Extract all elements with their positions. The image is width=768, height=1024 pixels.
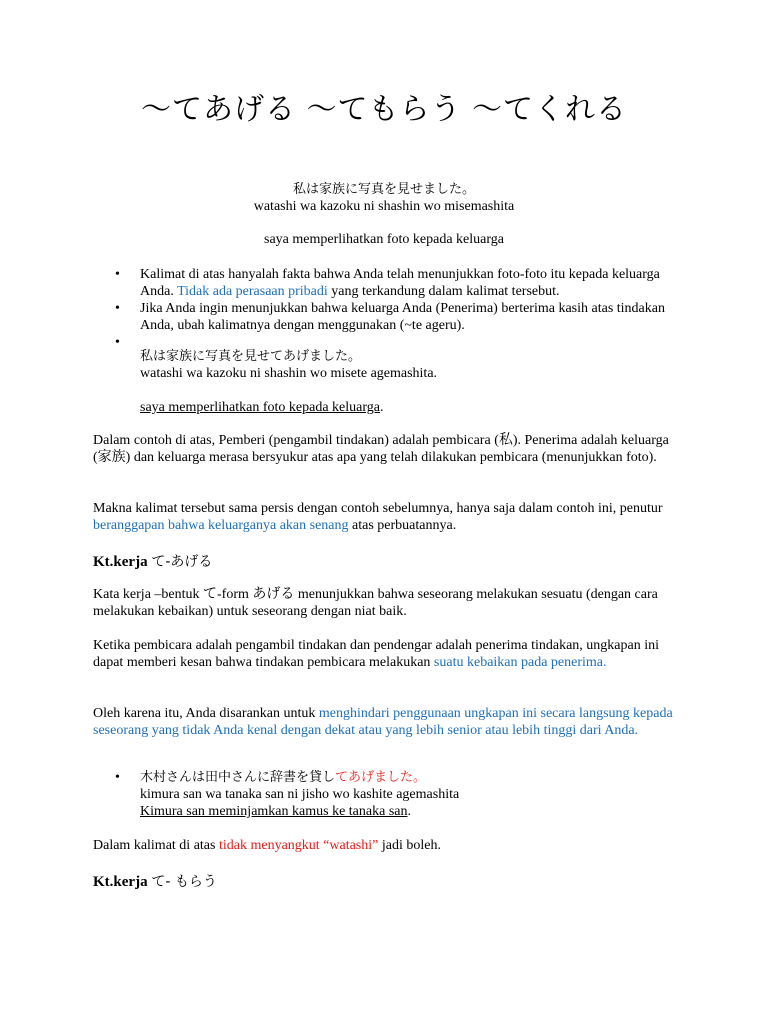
example-2-romaji: kimura san wa tanaka san ni jisho wo kashite agemashita (140, 787, 460, 802)
list-item (93, 334, 683, 416)
bullet-3-japanese: • 私は家族に写真を見せてあげました。 (140, 349, 362, 364)
heading-1-japanese: て-あげる (151, 554, 213, 570)
example-1 (0, 181, 768, 248)
paragraph-2-highlight: beranggapan bahwa keluarganya akan senang (93, 518, 349, 533)
bullet-3-period: . (379, 400, 384, 415)
paragraph-4-highlight: suatu kebaikan pada penerima. (433, 655, 607, 670)
bullet-2-text: Jika Anda ingin menunjukkan bahwa keluarga Anda (Penerima) berterima kasih atas tindakan Anda, ubah kalimatnya dengan menggunakan (~te ageru). (140, 301, 665, 333)
paragraph-2-text-a: Makna kalimat tersebut sama persis dengan contoh sebelumnya, hanya saja dalam contoh ini, penutur (93, 501, 663, 516)
heading-te-ageru (93, 551, 212, 571)
bullet-list-2 (93, 769, 683, 820)
bullet-1-highlight: Tidak ada perasaan pribadi (177, 284, 328, 299)
paragraph-1: Dalam contoh di atas, Pemberi (pengambil tindakan) adalah pembicara (私). Penerima adalah keluarga (家族) dan keluarga merasa bersyukur atas apa yang telah dilakukan pembicara (menunjukkan foto). (93, 433, 669, 465)
example-2-period: . (407, 804, 411, 819)
bullet-3-translation: saya memperlihatkan foto kepada keluarga (140, 400, 380, 415)
example-1-japanese: 私は家族に写真を見せました。 (292, 182, 475, 197)
bullet-1-text-a: Kalimat di atas hanyalah fakta bahwa Anda telah menunjukkan foto-foto itu kepada keluarga Anda. (140, 267, 660, 299)
heading-te-morau (93, 871, 217, 891)
paragraph-5-highlight: menghindari penggunaan ungkapan ini secara langsung kepada seseorang yang tidak Anda kenal dengan dekat atau yang lebih senior atau lebih tinggi dari Anda. (93, 706, 673, 738)
heading-1-latin: Kt.kerja (93, 554, 152, 570)
paragraph-6-highlight: tidak menyangkut “watashi” (218, 838, 379, 853)
paragraph-2-text-b: atas perbuatannya. (348, 518, 457, 533)
list-item (93, 769, 683, 820)
example-1-romaji: watashi wa kazoku ni shashin wo misemashita (253, 199, 515, 214)
paragraph-2 (93, 500, 683, 534)
heading-2-latin: Kt.kerja (93, 874, 152, 890)
page-title: 〜てあげる 〜てもらう 〜てくれる (140, 92, 628, 127)
paragraph-6-text-a: Dalam kalimat di atas (93, 838, 219, 853)
list-item (93, 266, 683, 300)
paragraph-5-text: Oleh karena itu, Anda disarankan untuk (93, 706, 319, 721)
paragraph-4-text: Ketika pembicara adalah pengambil tindakan dan pendengar adalah penerima tindakan, ungkapan ini dapat memberi kesan bahwa tindakan pembicara melakukan (93, 638, 659, 670)
example-1-translation: saya memperlihatkan foto kepada keluarga (264, 232, 504, 247)
example-2-japanese-highlight: てあげました。 (335, 770, 427, 785)
paragraph-6 (93, 837, 683, 854)
list-item (93, 300, 683, 334)
heading-2-japanese: て- もらう (151, 874, 217, 890)
paragraph-5 (93, 705, 683, 739)
bullet-1-text-b: yang terkandung dalam kalimat tersebut. (327, 284, 560, 299)
paragraph-6-text-b: jadi boleh. (378, 838, 441, 853)
bullet-3-romaji: watashi wa kazoku ni shashin wo misete agemashita. (140, 366, 438, 381)
bullet-list-1 (93, 266, 683, 416)
example-2-japanese: 木村さんは田中さんに辞書を貸し (140, 770, 336, 785)
paragraph-4 (93, 637, 683, 671)
paragraph-3: Kata kerja –bentuk て-form あげる menunjukkan bahwa seseorang melakukan sesuatu (dengan cara melakukan kebaikan) untuk seseorang dengan niat baik. (93, 587, 658, 619)
example-2-translation: Kimura san meminjamkan kamus ke tanaka san (140, 804, 408, 819)
